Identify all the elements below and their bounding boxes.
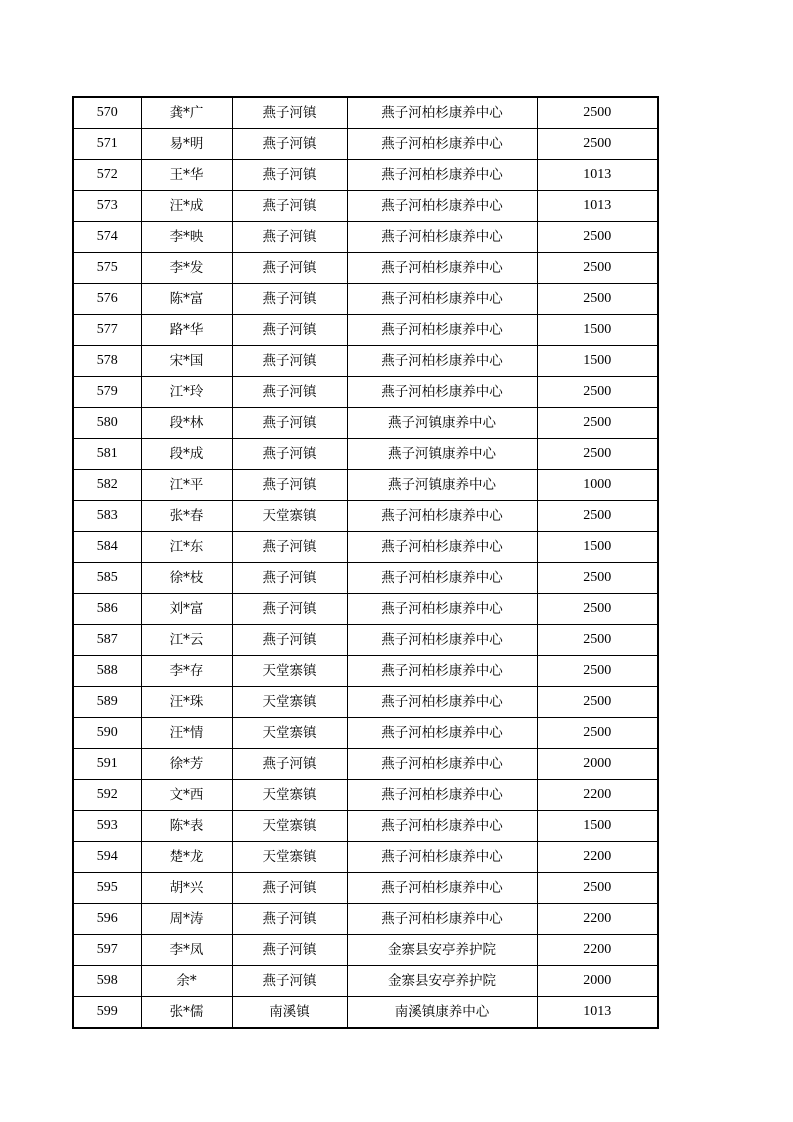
cell-amount: 2500 [537,563,658,594]
cell-amount: 2200 [537,780,658,811]
table-row [73,315,658,346]
cell-town: 燕子河镇 [232,470,347,501]
cell-person-name: 段*林 [141,408,232,439]
table-row [73,904,658,935]
cell-person-name: 陈*富 [141,284,232,315]
cell-serial-number: 584 [73,532,141,563]
cell-town: 天堂寨镇 [232,687,347,718]
cell-care-institution: 燕子河柏杉康养中心 [347,873,537,904]
cell-serial-number: 594 [73,842,141,873]
cell-serial-number: 578 [73,346,141,377]
cell-amount: 2500 [537,222,658,253]
cell-person-name: 王*华 [141,160,232,191]
cell-person-name: 胡*兴 [141,873,232,904]
cell-amount: 2500 [537,873,658,904]
cell-amount: 2200 [537,904,658,935]
cell-serial-number: 587 [73,625,141,656]
cell-care-institution: 燕子河柏杉康养中心 [347,656,537,687]
cell-town: 燕子河镇 [232,532,347,563]
cell-person-name: 周*涛 [141,904,232,935]
cell-person-name: 李*凤 [141,935,232,966]
records-table-body [73,97,658,1028]
cell-serial-number: 591 [73,749,141,780]
cell-serial-number: 572 [73,160,141,191]
cell-care-institution: 燕子河柏杉康养中心 [347,222,537,253]
cell-town: 燕子河镇 [232,191,347,222]
cell-care-institution: 燕子河柏杉康养中心 [347,811,537,842]
cell-serial-number: 595 [73,873,141,904]
cell-amount: 2500 [537,656,658,687]
cell-amount: 2500 [537,97,658,129]
cell-town: 燕子河镇 [232,253,347,284]
cell-care-institution: 燕子河柏杉康养中心 [347,904,537,935]
cell-care-institution: 燕子河镇康养中心 [347,439,537,470]
cell-town: 天堂寨镇 [232,842,347,873]
cell-town: 燕子河镇 [232,222,347,253]
cell-serial-number: 577 [73,315,141,346]
cell-town: 天堂寨镇 [232,780,347,811]
cell-care-institution: 燕子河镇康养中心 [347,470,537,501]
table-row [73,129,658,160]
table-row [73,966,658,997]
cell-serial-number: 592 [73,780,141,811]
cell-person-name: 余* [141,966,232,997]
cell-town: 燕子河镇 [232,904,347,935]
cell-serial-number: 593 [73,811,141,842]
cell-person-name: 龚*广 [141,97,232,129]
cell-serial-number: 597 [73,935,141,966]
cell-care-institution: 燕子河柏杉康养中心 [347,718,537,749]
table-row [73,935,658,966]
table-row [73,97,658,129]
cell-serial-number: 580 [73,408,141,439]
cell-amount: 2500 [537,377,658,408]
cell-serial-number: 581 [73,439,141,470]
cell-serial-number: 573 [73,191,141,222]
cell-amount: 1013 [537,997,658,1029]
cell-serial-number: 571 [73,129,141,160]
cell-serial-number: 575 [73,253,141,284]
cell-amount: 2500 [537,408,658,439]
cell-amount: 2500 [537,284,658,315]
cell-care-institution: 燕子河柏杉康养中心 [347,253,537,284]
cell-person-name: 汪*成 [141,191,232,222]
cell-care-institution: 燕子河柏杉康养中心 [347,563,537,594]
cell-care-institution: 燕子河柏杉康养中心 [347,315,537,346]
cell-person-name: 李*映 [141,222,232,253]
cell-town: 天堂寨镇 [232,718,347,749]
cell-care-institution: 燕子河柏杉康养中心 [347,97,537,129]
cell-amount: 2500 [537,594,658,625]
cell-person-name: 李*发 [141,253,232,284]
cell-person-name: 江*云 [141,625,232,656]
cell-town: 燕子河镇 [232,935,347,966]
cell-care-institution: 燕子河柏杉康养中心 [347,346,537,377]
cell-amount: 1500 [537,315,658,346]
cell-care-institution: 燕子河柏杉康养中心 [347,687,537,718]
cell-serial-number: 599 [73,997,141,1029]
cell-amount: 1500 [537,532,658,563]
cell-town: 燕子河镇 [232,129,347,160]
cell-care-institution: 燕子河柏杉康养中心 [347,532,537,563]
cell-person-name: 陈*表 [141,811,232,842]
cell-amount: 2500 [537,439,658,470]
cell-care-institution: 燕子河柏杉康养中心 [347,501,537,532]
cell-person-name: 江*平 [141,470,232,501]
cell-care-institution: 燕子河柏杉康养中心 [347,284,537,315]
table-row [73,253,658,284]
cell-amount: 1013 [537,191,658,222]
cell-person-name: 宋*国 [141,346,232,377]
cell-town: 燕子河镇 [232,749,347,780]
cell-serial-number: 598 [73,966,141,997]
cell-amount: 2500 [537,253,658,284]
cell-town: 燕子河镇 [232,97,347,129]
cell-person-name: 徐*芳 [141,749,232,780]
cell-town: 燕子河镇 [232,563,347,594]
cell-person-name: 江*东 [141,532,232,563]
cell-care-institution: 燕子河柏杉康养中心 [347,129,537,160]
cell-town: 燕子河镇 [232,966,347,997]
table-row [73,563,658,594]
table-row [73,532,658,563]
cell-amount: 2500 [537,718,658,749]
cell-town: 天堂寨镇 [232,501,347,532]
cell-amount: 2500 [537,625,658,656]
table-row [73,191,658,222]
cell-person-name: 江*玲 [141,377,232,408]
table-row [73,222,658,253]
table-row [73,687,658,718]
cell-town: 天堂寨镇 [232,811,347,842]
cell-amount: 2000 [537,749,658,780]
cell-care-institution: 金寨县安亭养护院 [347,935,537,966]
table-row [73,749,658,780]
records-table [72,96,659,1029]
cell-person-name: 汪*珠 [141,687,232,718]
cell-person-name: 李*存 [141,656,232,687]
cell-care-institution: 南溪镇康养中心 [347,997,537,1029]
cell-amount: 2200 [537,842,658,873]
cell-amount: 2500 [537,501,658,532]
cell-person-name: 路*华 [141,315,232,346]
cell-person-name: 易*明 [141,129,232,160]
table-row [73,811,658,842]
cell-serial-number: 596 [73,904,141,935]
cell-amount: 1000 [537,470,658,501]
table-row [73,842,658,873]
cell-town: 燕子河镇 [232,284,347,315]
cell-town: 燕子河镇 [232,346,347,377]
cell-care-institution: 燕子河柏杉康养中心 [347,625,537,656]
table-row [73,501,658,532]
cell-person-name: 刘*富 [141,594,232,625]
cell-town: 燕子河镇 [232,160,347,191]
cell-care-institution: 燕子河柏杉康养中心 [347,780,537,811]
table-row [73,594,658,625]
table-row [73,656,658,687]
table-row [73,997,658,1029]
cell-serial-number: 585 [73,563,141,594]
table-row [73,625,658,656]
cell-care-institution: 燕子河柏杉康养中心 [347,191,537,222]
cell-care-institution: 金寨县安亭养护院 [347,966,537,997]
table-row [73,873,658,904]
cell-town: 燕子河镇 [232,873,347,904]
cell-town: 燕子河镇 [232,594,347,625]
cell-person-name: 汪*情 [141,718,232,749]
cell-serial-number: 579 [73,377,141,408]
cell-serial-number: 570 [73,97,141,129]
table-row [73,439,658,470]
cell-serial-number: 574 [73,222,141,253]
cell-town: 天堂寨镇 [232,656,347,687]
cell-town: 燕子河镇 [232,625,347,656]
cell-serial-number: 590 [73,718,141,749]
cell-person-name: 段*成 [141,439,232,470]
cell-town: 燕子河镇 [232,439,347,470]
table-row [73,284,658,315]
cell-amount: 1013 [537,160,658,191]
table-row [73,408,658,439]
cell-serial-number: 586 [73,594,141,625]
cell-amount: 1500 [537,811,658,842]
cell-care-institution: 燕子河柏杉康养中心 [347,160,537,191]
cell-amount: 2500 [537,129,658,160]
table-row [73,346,658,377]
cell-care-institution: 燕子河柏杉康养中心 [347,377,537,408]
cell-care-institution: 燕子河柏杉康养中心 [347,594,537,625]
cell-serial-number: 576 [73,284,141,315]
cell-care-institution: 燕子河镇康养中心 [347,408,537,439]
cell-town: 南溪镇 [232,997,347,1029]
cell-town: 燕子河镇 [232,408,347,439]
cell-serial-number: 588 [73,656,141,687]
table-row [73,470,658,501]
cell-care-institution: 燕子河柏杉康养中心 [347,842,537,873]
cell-amount: 2500 [537,687,658,718]
cell-serial-number: 583 [73,501,141,532]
table-row [73,377,658,408]
cell-serial-number: 582 [73,470,141,501]
cell-person-name: 张*春 [141,501,232,532]
cell-amount: 2000 [537,966,658,997]
table-row [73,780,658,811]
table-row [73,718,658,749]
cell-person-name: 文*西 [141,780,232,811]
cell-serial-number: 589 [73,687,141,718]
cell-person-name: 徐*枝 [141,563,232,594]
cell-town: 燕子河镇 [232,315,347,346]
cell-person-name: 楚*龙 [141,842,232,873]
cell-care-institution: 燕子河柏杉康养中心 [347,749,537,780]
cell-person-name: 张*儒 [141,997,232,1029]
table-row [73,160,658,191]
cell-amount: 2200 [537,935,658,966]
cell-town: 燕子河镇 [232,377,347,408]
cell-amount: 1500 [537,346,658,377]
